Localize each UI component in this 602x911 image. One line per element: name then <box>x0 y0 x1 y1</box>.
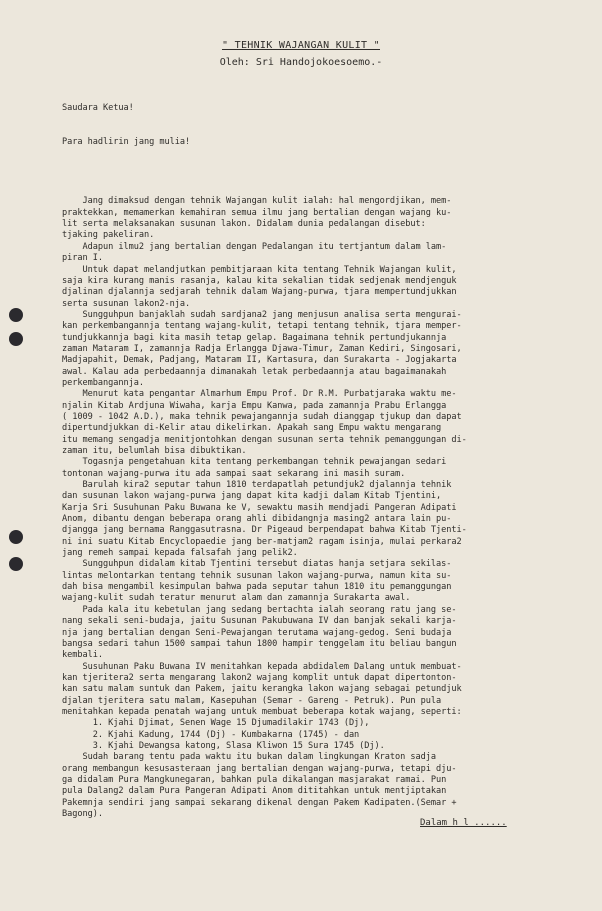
punch-hole-icon <box>9 332 23 346</box>
punch-hole-icon <box>9 557 23 571</box>
text-line: Adapun ilmu2 jang bertalian dengan Pedalangan itu tertjantum dalam lam- <box>62 241 447 252</box>
text-line: orang membangun kesusasteraan jang bertalian dengan wajang-purwa, tetapi dju- <box>62 763 457 774</box>
text-line: lit serta melaksanakan susunan lakon. Didalam dunia pedalangan disebut: <box>62 219 426 230</box>
text-line: ni ini suatu Kitab Encyclopaedie jang ber-matjam2 ragam isinja, mulai perkara2 <box>62 536 462 547</box>
text-line: ga didalam Pura Mangkunegaran, bahkan pula dikalangan masjarakat ramai. Pun <box>62 774 447 785</box>
text-line: Sudah barang tentu pada waktu itu bukan dalam lingkungan Kraton sadja <box>62 752 437 763</box>
text-line: Madjapahit, Demak, Padjang, Mataram II, Kartasura, dan Surakarta - Jogjakarta <box>62 355 457 366</box>
text-line: 2. Kjahi Kadung, 1744 (Dj) - Kumbakarna (1745) - dan <box>62 729 360 740</box>
greeting-line: Saudara Ketua! <box>62 102 134 113</box>
text-line: kan tjeritera2 serta mengarang lakon2 wajang komplit untuk dapat dipertonton- <box>62 672 457 683</box>
text-line: jang remeh sampai kepada falsafah jang pelik2. <box>62 548 298 559</box>
text-line: Menurut kata pengantar Almarhum Empu Prof. Dr R.M. Purbatjaraka waktu me- <box>62 389 457 400</box>
text-line: dan susunan lakon wajang-purwa jang dapat kita kadji dalam Kitab Tjentini, <box>62 491 442 502</box>
text-line: djalan tjeritera satu malam, Kasepuhan (Semar - Gareng - Petruk). Pun pula <box>62 695 442 706</box>
paragraph <box>62 310 570 389</box>
text-line: Jang dimaksud dengan tehnik Wajangan kulit ialah: hal mengordjikan, mem- <box>62 196 452 207</box>
text-line: Anom, dibantu dengan beberapa orang ahli dibidangnja masing2 antara lain pu- <box>62 514 452 525</box>
text-line: Sungguhpun didalam kitab Tjentini tersebut diatas hanja setjara sekilas- <box>62 559 452 570</box>
text-line: Karja Sri Susuhunan Paku Buwana ke V, sewaktu masih mendjadi Pangeran Adipati <box>62 502 457 513</box>
text-line: serta susunan lakon2-nja. <box>62 298 191 309</box>
text-line: tjaking pakeliran. <box>62 230 155 241</box>
text-line: dah bisa mengambil kesimpulan bahwa pada seputar tahun 1810 itu pemanggungan <box>62 582 452 593</box>
paragraph <box>62 457 570 480</box>
text-line: perkembangannja. <box>62 377 144 388</box>
text-line: zaman itu, belumlah bisa dibuktikan. <box>62 446 247 456</box>
paragraph <box>62 480 570 559</box>
text-line: Susuhunan Paku Buwana IV menitahkan kepada abdidalem Dalang untuk membuat- <box>62 661 462 672</box>
text-line: praktekkan, memamerkan kemahiran semua ilmu jang bertalian dengan wajang ku- <box>62 207 452 218</box>
title-text: " TEHNIK WAJANGAN KULIT " <box>221 40 380 51</box>
text-line: Pada kala itu kebetulan jang sedang bertachta ialah seorang ratu jang se- <box>62 604 457 615</box>
punch-hole-icon <box>9 308 23 322</box>
paragraph-list <box>62 196 570 820</box>
document-author: Oleh: Sri Handojokoesoemo.- <box>219 57 383 68</box>
page-continuation-mark: Dalam h l ...... <box>420 818 507 828</box>
text-line: tontonan wajang-purwa itu ada sampai saat sekarang ini masih suram. <box>62 468 406 479</box>
text-line: nja jang bertalian dengan Seni-Pewajangan terutama wajang-gedog. Seni budaja <box>62 627 452 638</box>
text-line: zaman Mataram I, zamannja Radja Erlangga Djawa-Timur, Zaman Kediri, Singosari, <box>62 343 462 354</box>
text-line: tundjukkannja bagi kita masih tetap gelap. Bagaimana tehnik pertundjukannja <box>62 332 447 343</box>
text-line: 3. Kjahi Dewangsa katong, Slasa Kliwon 15 Sura 1745 (Dj). <box>62 740 385 751</box>
text-line: Bagong). <box>62 809 103 819</box>
punch-hole-icon <box>9 530 23 544</box>
text-line: nang sekali seni-budaja, jaitu Susunan Pakubuwana IV dan banjak sekali karja- <box>62 616 457 627</box>
text-line: menitahkan kepada penatah wajang untuk membuat beberapa kotak wajang, seperti: <box>62 706 462 717</box>
text-line: djalinan djalannja sedjarah tehnik dalam Wajang-purwa, tjara mempertundjukkan <box>62 287 457 298</box>
text-line: njalin Kitab Ardjuna Wiwaha, karja Empu Kanwa, pada zamannja Prabu Erlangga <box>62 400 447 411</box>
paragraph <box>62 662 570 753</box>
text-line: piran I. <box>62 253 103 264</box>
text-line: kan satu malam suntuk dan Pakem, jaitu kerangka lakon wajang sebagai petundjuk <box>62 684 462 695</box>
text-line: saja kira kurang manis rasanja, kalau kita sekalian tidak sedjenak mendjenguk <box>62 275 457 286</box>
text-line: djangga jang bernama Ranggasutrasna. Dr Pigeaud berpendapat bahwa Kitab Tjenti- <box>62 525 467 536</box>
paragraph <box>62 265 570 310</box>
greeting-line: Para hadlirin jang mulia! <box>62 136 191 147</box>
text-line: Togasnja pengetahuan kita tentang perkembangan tehnik pewajangan sedari <box>62 457 447 468</box>
document-body <box>62 80 570 843</box>
text-line: pula Dalang2 dalam Pura Pangeran Adipati Anom dititahkan untuk mentjiptakan <box>62 786 447 797</box>
document-title <box>0 40 602 51</box>
text-line: ( 1009 - 1042 A.D.), maka tehnik pewajangannja sudah dianggap tjukup dan dapat <box>62 411 462 422</box>
text-line: Pakemnja sendiri jang sampai sekarang dikenal dengan Pakem Kadipaten.(Semar + <box>62 797 457 808</box>
paragraph <box>62 605 570 662</box>
text-line: kembali. <box>62 650 103 661</box>
text-line: itu memang sengadja menitjontohkan dengan susunan serta tehnik pemanggungan di- <box>62 434 467 445</box>
paragraph <box>62 196 570 241</box>
paragraph <box>62 242 570 265</box>
text-line: lintas melontarkan tentang tehnik susunan lakon wajang-purwa, namun kita su- <box>62 570 452 581</box>
text-line: Untuk dapat melandjutkan pembitjaraan kita tentang Tehnik Wajangan kulit, <box>62 264 457 275</box>
text-line: kan perkembangannja tentang wajang-kulit, tetapi tentang tehnik, tjara memper- <box>62 321 462 332</box>
text-line: awal. Kalau ada perbedaannja dimanakah letak perbedaannja atau bagaimanakah <box>62 366 447 377</box>
text-line: Sungguhpun banjaklah sudah sardjana2 jang menjusun analisa serta mengurai- <box>62 309 462 320</box>
text-line: wajang-kulit sudah teratur menurut alam dan zamannja Surakarta awal. <box>62 593 411 604</box>
text-line: 1. Kjahi Djimat, Senen Wage 15 Djumadilakir 1743 (Dj), <box>62 718 370 729</box>
paragraph <box>62 752 570 820</box>
text-line: dipertundjukkan di-Kelir atau dikelirkan. Apakah sang Empu waktu mengarang <box>62 423 442 434</box>
text-line: bangsa sedari tahun 1500 sampai tahun 1800 hampir tenggelam itu beliau bangun <box>62 638 457 649</box>
paragraph <box>62 389 570 457</box>
paragraph <box>62 559 570 604</box>
text-line: Barulah kira2 seputar tahun 1810 terdapatlah petundjuk2 djalannja tehnik <box>62 480 452 491</box>
